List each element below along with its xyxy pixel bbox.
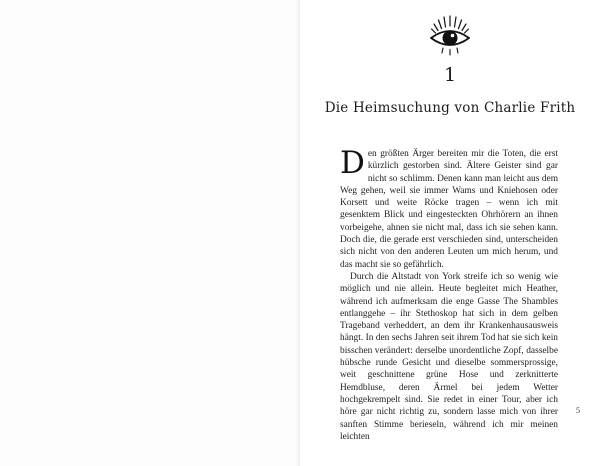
- paragraph-1-text: en größten Ärger bereiten mir die Toten, die erst kürzlich gestorben sind. Ältere Geister sind gar nicht so schlimm. Denen kann man leicht aus dem Weg gehen, weil sie immer Wams und Kniehosen oder Korsett und weite Röcke tragen – wenn ich mit gesenktem Blick und eingesteckten Ohrhörern an ihnen vorbeigehe, ahnen sie nicht mal, dass ich sie sehen kann. Doch die, die gerade erst verschieden sind, unterscheiden sich nicht von den anderen Leuten um mich herum, und das macht sie so gefährlich.: [340, 149, 558, 270]
- eye-icon: [430, 14, 470, 58]
- right-page: [300, 0, 600, 466]
- chapter-title: Die Heimsuchung von Charlie Frith: [324, 100, 576, 116]
- paragraph-2: Durch die Altstadt von York streife ich so wenig wie möglich und nie allein. Heute begleitet mich Heather, während ich aufmerksam die enge Gasse The Shambles entlanggehe – ihr Stethoskop hat sich in dem gelben Trageband verheddert, an dem ihr Krankenhausausweis hängt. In den sechs Jahren seit ihrem Tod hat sie sich kein bisschen verändert: derselbe unordentliche Zopf, dasselbe hübsche runde Gesicht und dieselbe sommersprossige, weit geschnittene grüne Hose und zerknitterte Hemdbluse, deren Ärmel bei jedem Wetter hochgekrempelt sind. Sie redet in einer Tour, aber ich höre gar nicht richtig zu, sondern lasse mich von ihrer sanften Stimme berieseln, während ich mir meinen leichten: [340, 271, 558, 442]
- page-number: 5: [576, 406, 580, 415]
- paragraph-1: [340, 145, 558, 271]
- drop-cap: D: [340, 145, 365, 181]
- chapter-number: 1: [443, 64, 457, 86]
- chapter-body: [340, 145, 558, 443]
